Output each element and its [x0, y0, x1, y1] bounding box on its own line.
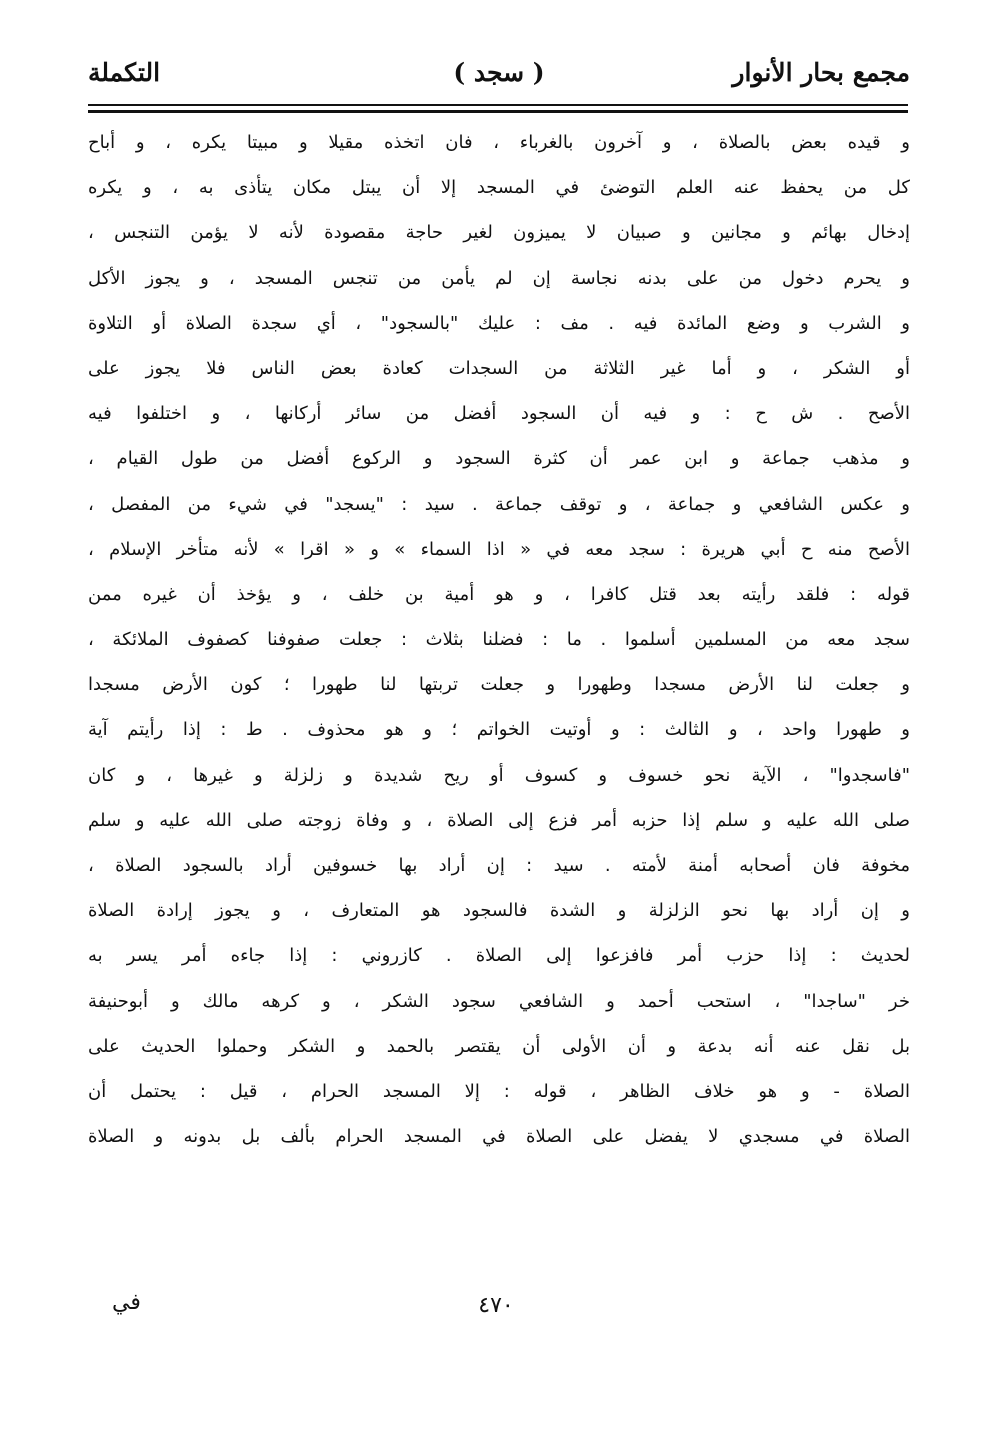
- text-line: مخوفة فان أصحابه أمنة لأمته . سيد : إن أراد بها خسوفين أراد بالسجود الصلاة ،: [88, 855, 910, 876]
- text-line: إدخال بهائم و مجانين و صبيان لا يميزون لغير حاجة مقصودة لأنه لا يؤمن التنجس ،: [88, 222, 910, 244]
- text-line: قوله : فلقد رأيته بعد قتل كافرا ، و هو أمية بن خلف ، و يؤخذ أن غيره ممن: [88, 583, 910, 605]
- text-line: و عكس الشافعي و جماعة ، و توقف جماعة . سيد : "يسجد" في شيء من المفصل ،: [88, 493, 910, 515]
- text-line: الصلاة - و هو خلاف الظاهر ، قوله : إلا المسجد الحرام ، قيل : يحتمل أن: [88, 1080, 910, 1102]
- catchword: في: [112, 1290, 141, 1315]
- text-line: لحديث : إذا حزب أمر فافزعوا إلى الصلاة . كازروني : إذا جاءه أمر يسر به: [88, 945, 910, 967]
- text-line: بل نقل عنه أنه بدعة و أن الأولى أن يقتصر بالحمد و الشكر وحملوا الحديث على: [88, 1035, 910, 1057]
- page-number: ٤٧٠: [478, 1293, 514, 1318]
- text-line: سجد معه من المسلمين أسلموا . ما : فضلنا بثلاث : جعلت صفوفنا كصفوف الملائكة ،: [88, 629, 910, 651]
- text-line: الأصح . ش ح : و فيه أن السجود أفضل من سائر أركانها ، و اختلفوا فيه: [88, 403, 910, 425]
- text-line: الصلاة في مسجدي لا يفضل على الصلاة في المسجد الحرام بألف بل بدونه و الصلاة: [88, 1126, 910, 1148]
- text-line: خر "ساجدا" ، استحب أحمد و الشافعي سجود الشكر ، و كرهه مالك و أبوحنيفة: [88, 990, 910, 1012]
- text-line: أو الشكر ، و أما غير الثلاثة من السجدات كعادة بعض الناس فلا يجوز على: [88, 357, 910, 379]
- text-line: و الشرب و وضع المائدة فيه . مف : عليك "بالسجود" ، أي سجدة الصلاة أو التلاوة: [88, 312, 910, 334]
- text-line: و مذهب جماعة و ابن عمر أن كثرة السجود و الركوع أفضل من طول القيام ،: [88, 448, 910, 470]
- text-line: الأصح منه ح أبي هريرة : سجد معه في « اذا السماء » و « اقرا » لأنه متأخر الإسلام ،: [88, 538, 910, 560]
- text-line: و طهورا واحد ، و الثالث : و أوتيت الخواتم ؛ و هو محذوف . ط : إذا رأيتم آية: [88, 719, 910, 741]
- text-line: صلى الله عليه و سلم إذا حزبه أمر فزع إلى الصلاة ، و وفاة زوجته صلى الله عليه و سلم: [88, 809, 910, 831]
- text-line: و إن أراد بها نحو الزلزلة و الشدة فالسجود هو المتعارف ، و يجوز إرادة الصلاة: [88, 900, 910, 922]
- header-rule-thick: [88, 110, 908, 113]
- text-line: "فاسجدوا" ، الآية نحو خسوف و كسوف أو ريح شديدة و زلزلة و غيرها ، و كان: [88, 764, 910, 786]
- text-line: و يحرم دخول من على بدنه نجاسة إن لم يأمن من تنجس المسجد ، و يجوز الأكل: [88, 267, 910, 289]
- entry-word: ( سجد ): [453, 58, 545, 87]
- body-text: [88, 120, 910, 1159]
- text-line: كل من يحفظ عنه العلم التوضئ في المسجد إلا أن يبتل مكان يتأذى به ، و يكره: [88, 177, 910, 199]
- header-rule-thin: [88, 104, 908, 106]
- book-title: مجمع بحار الأنوار: [732, 58, 910, 87]
- text-line: و قيده بعض بالصلاة ، و آخرون بالغرباء ، فان اتخذه مقيلا و مبيتا يكره ، و أباح: [88, 132, 910, 153]
- text-line: و جعلت لنا الأرض مسجدا وطهورا و جعلت تربتها لنا طهورا ؛ كون الأرض مسجدا: [88, 674, 910, 696]
- running-header: [88, 52, 910, 96]
- section-name: التكملة: [88, 58, 161, 87]
